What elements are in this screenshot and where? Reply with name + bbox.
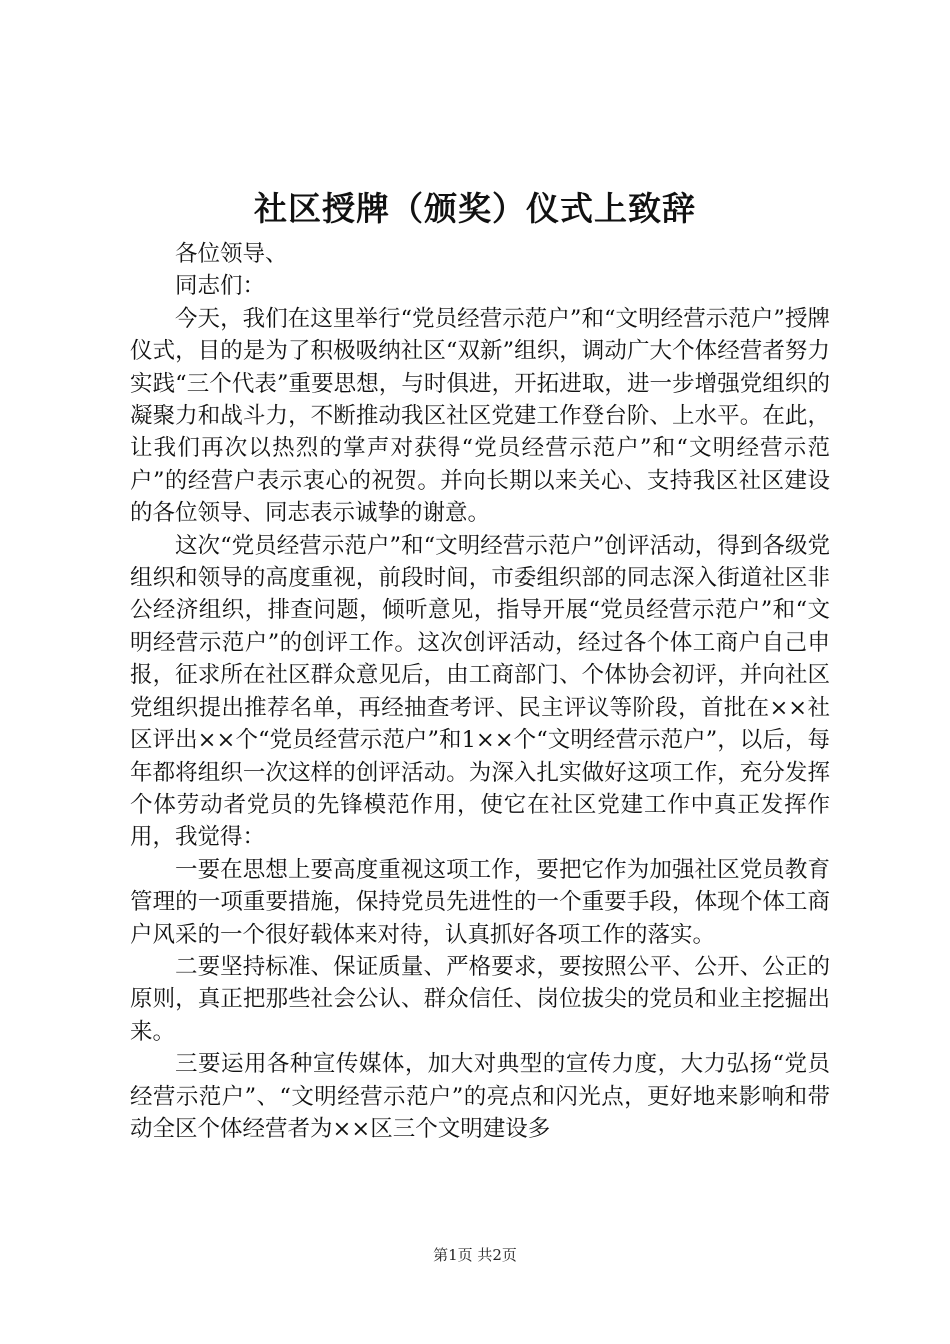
- paragraph-point-two: 二要坚持标准、保证质量、严格要求，要按照公平、公开、公正的原则，真正把那些社会公认、群众信任、岗位拔尖的党员和业主挖掘出来。: [130, 953, 830, 1045]
- salutation-line-2: 同志们：: [175, 273, 266, 300]
- paragraph-point-one: 一要在思想上要高度重视这项工作，要把它作为加强社区党员教育管理的一项重要措施，保持党员先进性的一个重要手段，体现个体工商户风采的一个很好载体来对待，认真抓好各项工作的落实。: [130, 856, 830, 948]
- document-title: 社区授牌（颁奖）仪式上致辞: [254, 189, 696, 228]
- document-body: [130, 238, 830, 1145]
- paragraph-point-three: 三要运用各种宣传媒体，加大对典型的宣传力度，大力弘扬“党员经营示范户”、“文明经营示范户”的亮点和闪光点，更好地来影响和带动全区个体经营者为××区三个文明建设多: [130, 1051, 830, 1142]
- paragraph-opening: 今天，我们在这里举行“党员经营示范户”和“文明经营示范户”授牌仪式，目的是为了积极吸纳社区“双新”组织，调动广大个体经营者努力实践“三个代表”重要思想，与时俱进，开拓进取，进一步增强党组织的凝聚力和战斗力，不断推动我区社区党建工作登台阶、上水平。在此，让我们再次以热烈的掌声对获得“党员经营示范户”和“文明经营示范户”的经营户表示衷心的祝贺。并向长期以来关心、支持我区社区建设的各位领导、同志表示诚挚的谢意。: [130, 305, 830, 527]
- page-number-footer: 第1页 共2页: [433, 1246, 517, 1264]
- salutation-line-1: 各位领导、: [175, 241, 288, 267]
- paragraph-activity: 这次“党员经营示范户”和“文明经营示范户”创评活动，得到各级党组织和领导的高度重视，前段时间，市委组织部的同志深入街道社区非公经济组织，排查问题，倾听意见，指导开展“党员经营示范户”和“文明经营示范户”的创评工作。这次创评活动，经过各个体工商户自己申报，征求所在社区群众意见后，由工商部门、个体协会初评，并向社区党组织提出推荐名单，再经抽查考评、民主评议等阶段，首批在××社区评出××个“党员经营示范户”和1××个“文明经营示范户”，以后，每年都将组织一次这样的创评活动。为深入扎实做好这项工作，充分发挥个体劳动者党员的先锋模范作用，使它在社区党建工作中真正发挥作用，我觉得：: [130, 532, 830, 851]
